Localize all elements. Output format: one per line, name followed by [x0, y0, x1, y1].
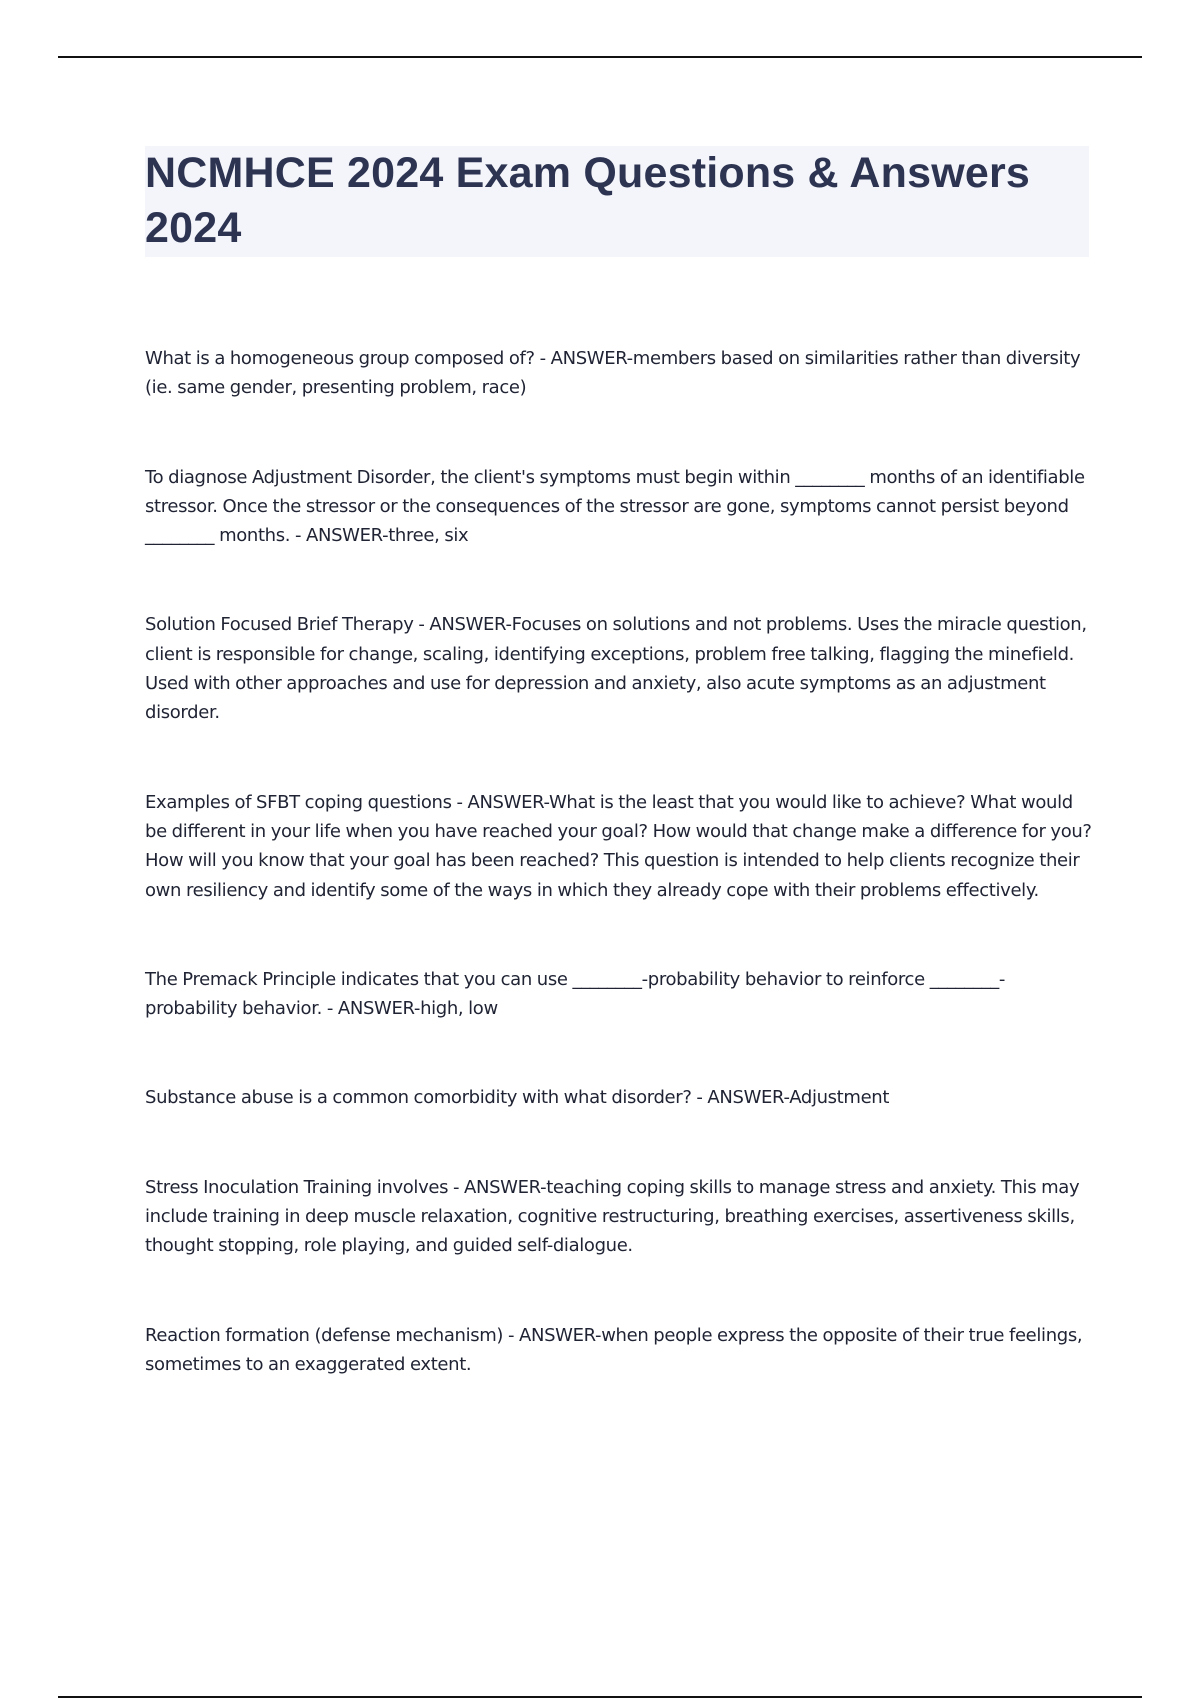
qa-item: What is a homogeneous group composed of? - ANSWER-members based on similarities rather than diversity (ie. same gender, presenting problem, race) — [145, 348, 1081, 399]
document-title: NCMHCE 2024 Exam Questions & Answers 2024 — [145, 149, 1031, 252]
qa-item: The Premack Principle indicates that you can use ________-probability behavior to reinforce ________-probability behavior. - ANSWER-high, low — [145, 968, 1006, 1020]
bottom-divider — [58, 1696, 1142, 1698]
top-divider — [58, 56, 1142, 58]
qa-list — [145, 344, 1095, 1439]
qa-item: Reaction formation (defense mechanism) - ANSWER-when people express the opposite of their true feelings, sometimes to an exaggerated extent. — [145, 1324, 1083, 1375]
qa-item: Substance abuse is a common comorbidity with what disorder? - ANSWER-Adjustment — [145, 1087, 890, 1109]
qa-item: To diagnose Adjustment Disorder, the client's symptoms must begin within ________ months of an identifiable stressor. Once the stressor or the consequences of the stressor are gone, symptoms cannot persist beyond ________ months. - ANSWER-three, six — [145, 466, 1085, 547]
qa-item: Stress Inoculation Training involves - ANSWER-teaching coping skills to manage stress and anxiety. This may include training in deep muscle relaxation, cognitive restructuring, breathing exercises, assertiveness skills, thought stopping, role playing, and guided self-dialogue. — [145, 1176, 1080, 1257]
qa-item: Examples of SFBT coping questions - ANSWER-What is the least that you would like to achieve? What would be different in your life when you have reached your goal? How would that change make a difference for you? How will you know that your goal has been reached? This question is intended to help clients recognize their own resiliency and identify some of the ways in which they already cope with their problems effectively. — [145, 791, 1092, 901]
qa-item: Solution Focused Brief Therapy - ANSWER-Focuses on solutions and not problems. Uses the miracle question, client is responsible for change, scaling, identifying exceptions, problem free talking, flagging the minefield. Used with other approaches and use for depression and anxiety, also acute symptoms as an adjustment disorder. — [145, 614, 1087, 724]
title-banner — [145, 146, 1089, 257]
